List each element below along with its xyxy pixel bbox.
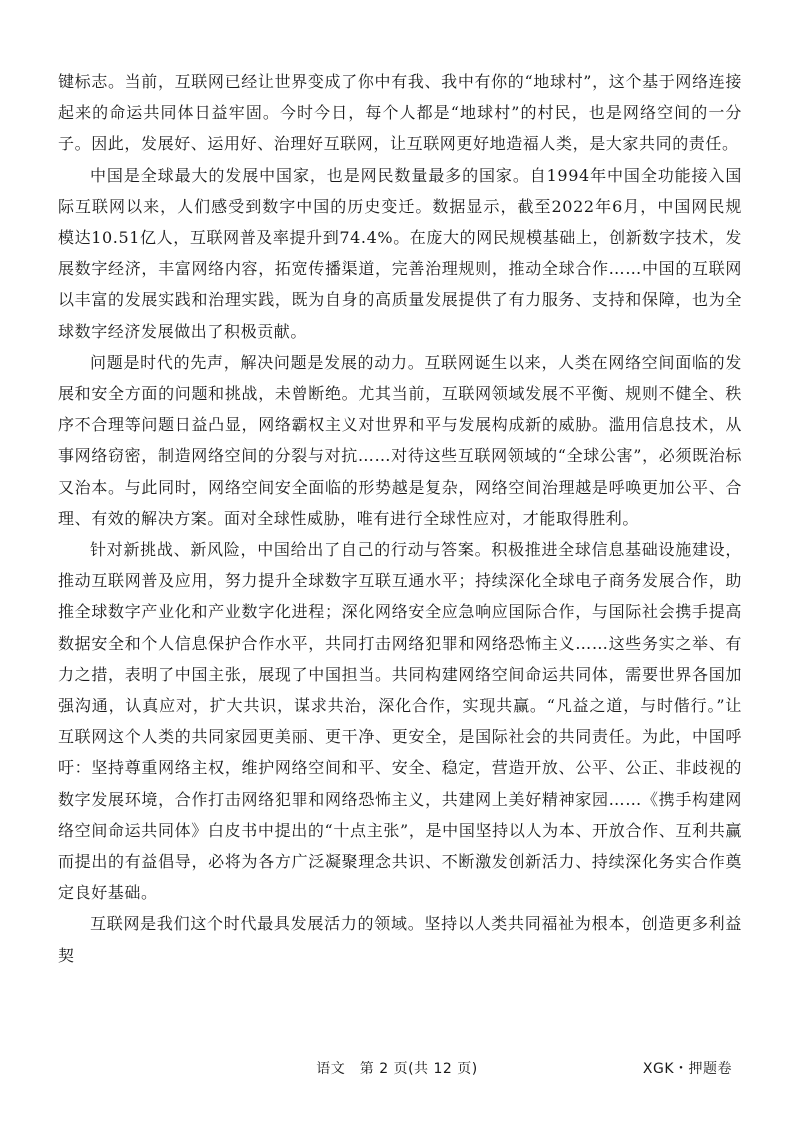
paragraph-5: 互联网是我们这个时代最具发展活力的领域。坚持以人类共同福祉为根本，创造更多利益契 [58,914,742,965]
page-number-label: 语文 第 2 页(共 12 页) [316,1061,478,1077]
paragraph-1: 键标志。当前，互联网已经让世界变成了你中有我、我中有你的“地球村”，这个基于网络连接起来的命运共同体日益牢固。今时今日，每个人都是“地球村”的村民，也是网络空间的一分子。因此，发展好、运用好、治理好互联网，让互联网更好地造福人类，是大家共同的责任。 [58,72,742,154]
exam-series-label: XGK・押题卷 [642,1061,732,1077]
document-body [58,66,742,971]
paragraph-2: 中国是全球最大的发展中国家，也是网民数量最多的国家。自1994年中国全功能接入国际互联网以来，人们感受到数字中国的历史变迁。数据显示，截至2022年6月，中国网民规模达10.51亿人，互联网普及率提升到74.4%。在庞大的网民规模基础上，创新数字技术，发展数字经济，丰富网络内容，拓宽传播渠道，完善治理规则，推动全球合作……中国的互联网以丰富的发展实践和治理实践，既为自身的高质量发展提供了有力服务、支持和保障，也为全球数字经济发展做出了积极贡献。 [58,165,742,341]
paragraph-3: 问题是时代的先声，解决问题是发展的动力。互联网诞生以来，人类在网络空间面临的发展和安全方面的问题和挑战，未曾断绝。尤其当前，互联网领域发展不平衡、规则不健全、秩序不合理等问题日益凸显，网络霸权主义对世界和平与发展构成新的威胁。滥用信息技术，从事网络窃密，制造网络空间的分裂与对抗……对待这些互联网领域的“全球公害”，必须既治标又治本。与此同时，网络空间安全面临的形势越是复杂，网络空间治理越是呼唤更加公平、合理、有效的解决方案。面对全球性威胁，唯有进行全球性应对，才能取得胜利。 [58,352,742,528]
page-footer [0,1058,794,1082]
paragraph-4: 针对新挑战、新风险，中国给出了自己的行动与答案。积极推进全球信息基础设施建设，推动互联网普及应用，努力提升全球数字互联互通水平；持续深化全球电子商务发展合作，助推全球数字产业化和产业数字化进程；深化网络安全应急响应国际合作，与国际社会携手提高数据安全和个人信息保护合作水平，共同打击网络犯罪和网络恐怖主义……这些务实之举、有力之措，表明了中国主张，展现了中国担当。共同构建网络空间命运共同体，需要世界各国加强沟通，认真应对，扩大共识，谋求共治，深化合作，实现共赢。“凡益之道，与时偕行。”让互联网这个人类的共同家园更美丽、更干净、更安全，是国际社会的共同责任。为此，中国呼吁：坚持尊重网络主权，维护网络空间和平、安全、稳定，营造开放、公平、公正、非歧视的数字发展环境，合作打击网络犯罪和网络恐怖主义，共建网上美好精神家园……《携手构建网络空间命运共同体》白皮书中提出的“十点主张”，是中国坚持以人为本、开放合作、互利共赢而提出的有益倡导，必将为各方广泛凝聚理念共识、不断激发创新活力、持续深化务实合作奠定良好基础。 [58,540,742,903]
